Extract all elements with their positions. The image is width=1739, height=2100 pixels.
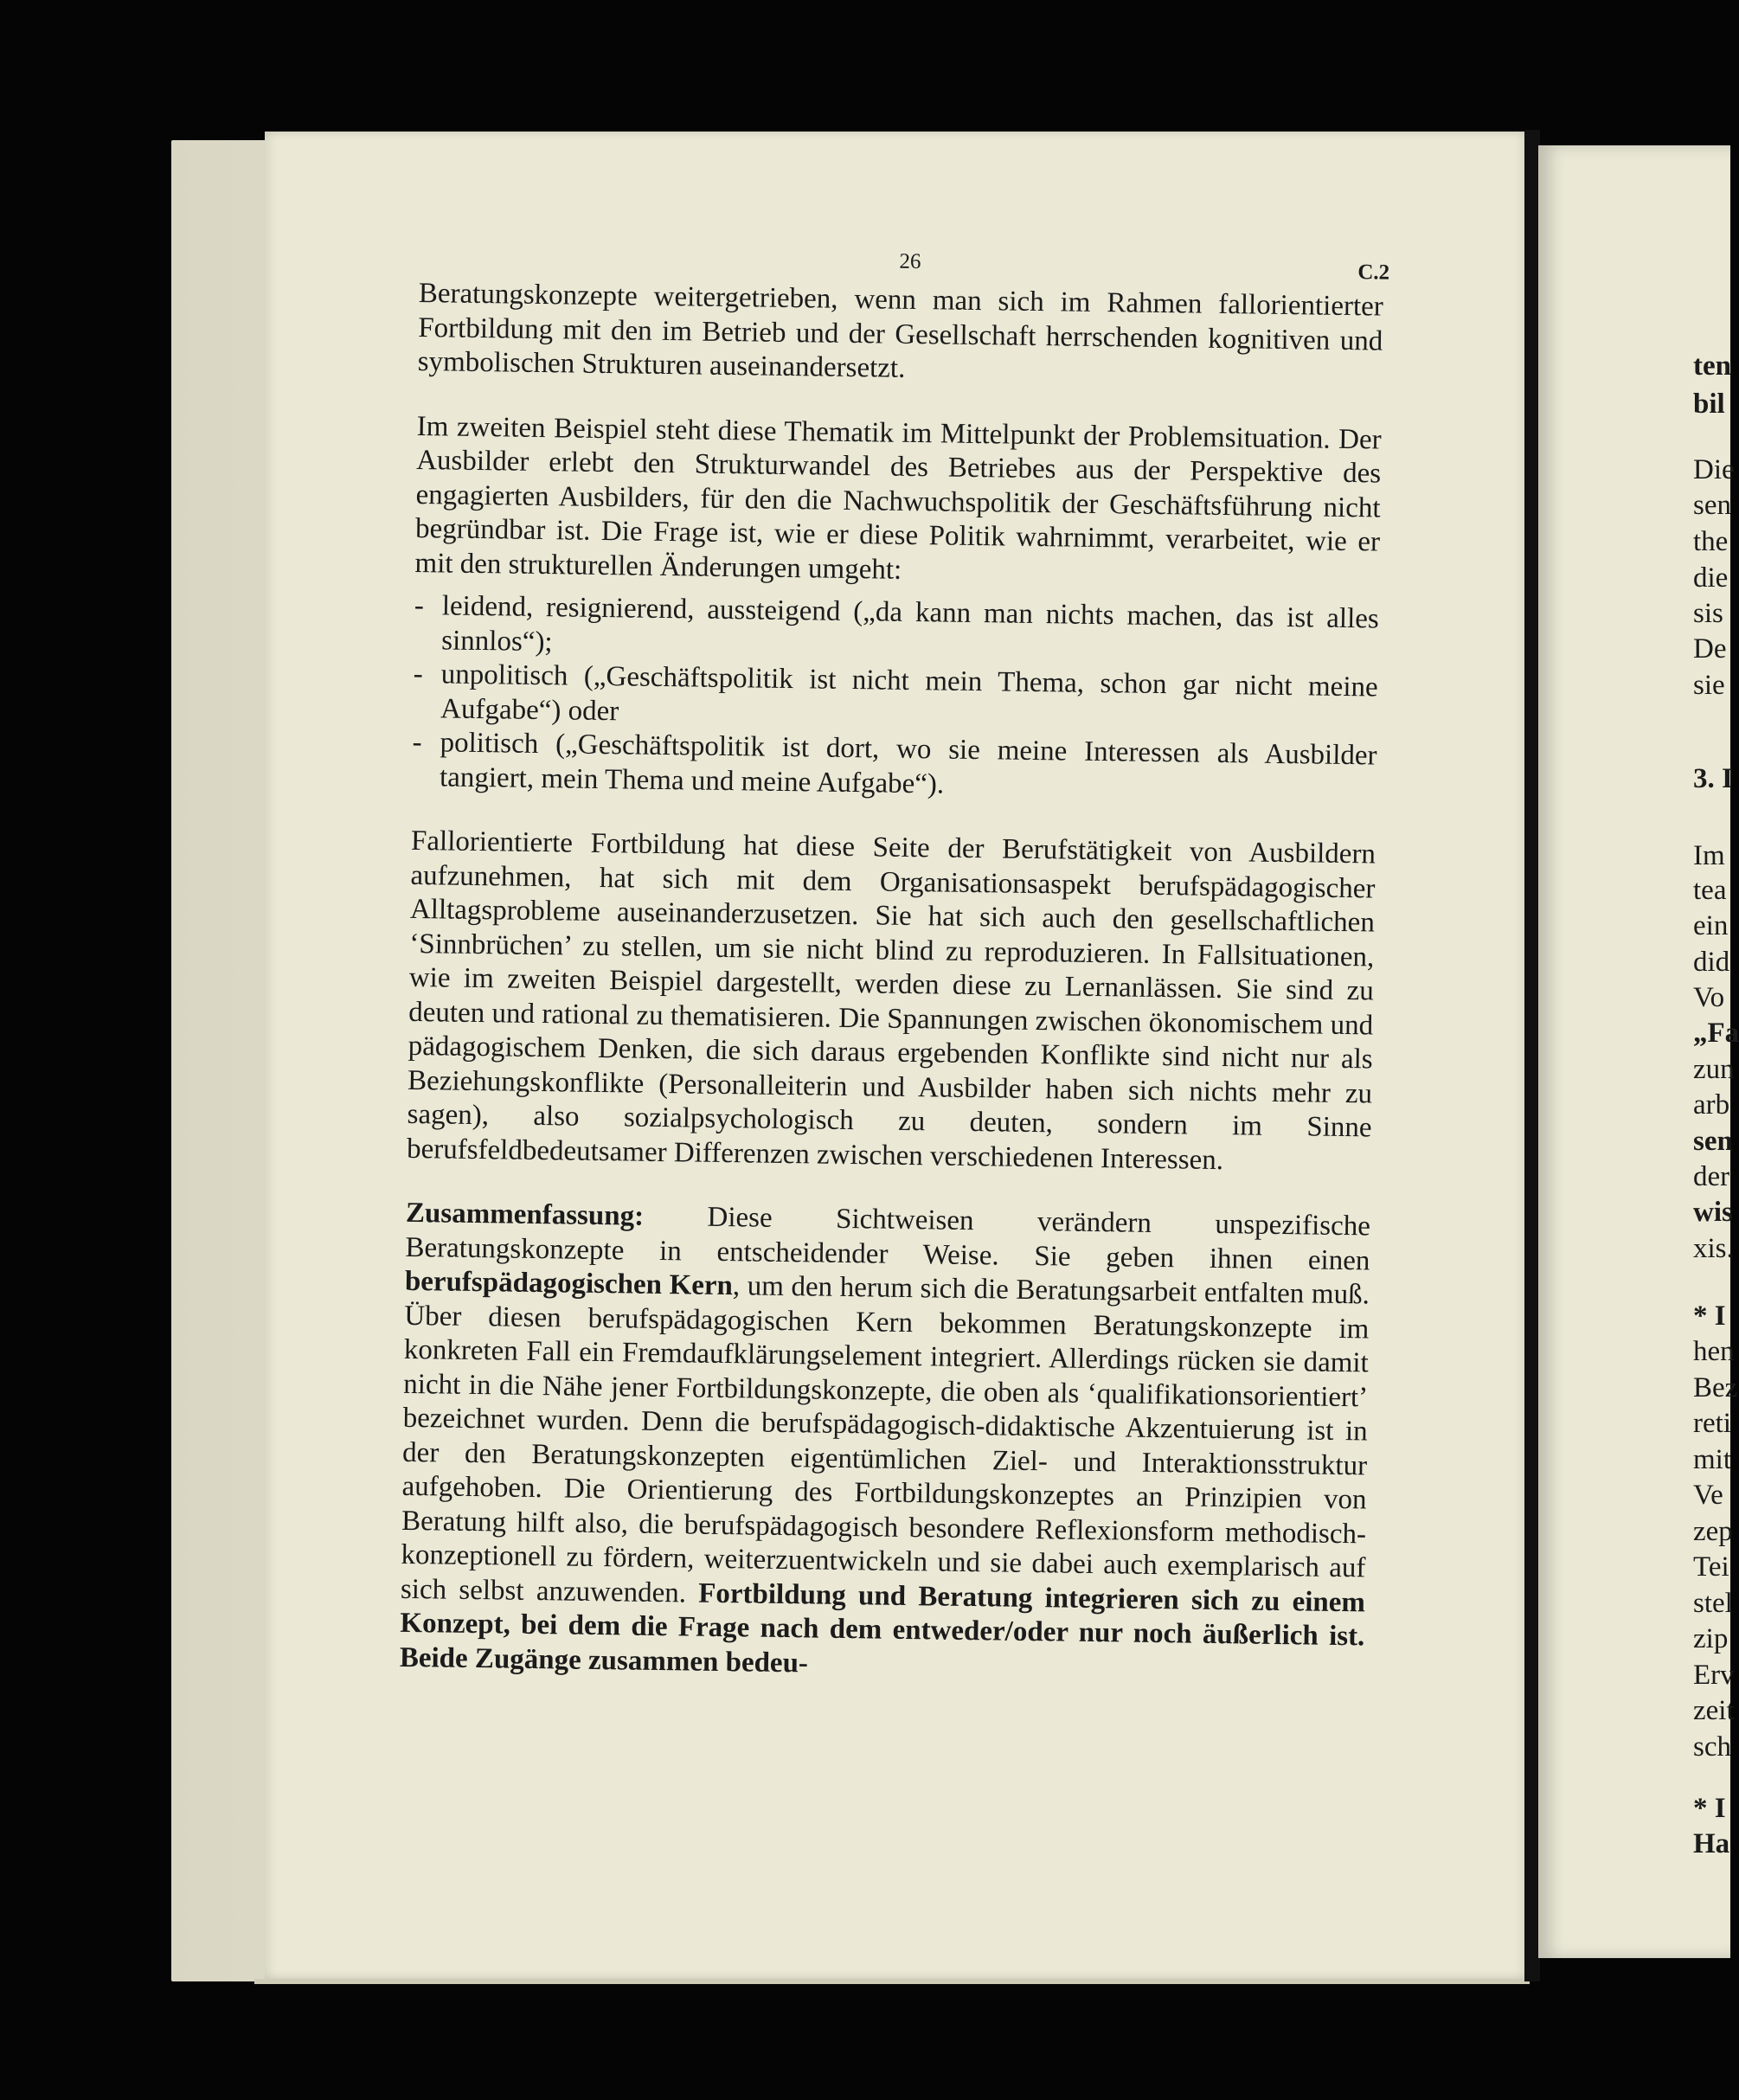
right-page-fragment: der bbox=[1693, 1161, 1730, 1192]
right-page-fragment: mit bbox=[1693, 1444, 1732, 1475]
paragraph-2: Im zweiten Beispiel steht diese Thematik im Mittelpunkt der Problemsituation. Der Ausbilder erlebt den Strukturwandel des Betriebes aus der Perspektive des engagierten Ausbilders, für den die Nachwuchspolitik der Geschäftsführung nicht begründbar ist. Die Frage ist, wie er diese Politik wahrnimmt, verarbeitet, wie er mit den strukturellen Änderungen umgeht: bbox=[414, 410, 1382, 586]
list-item: - leidend, resignierend, aussteigend („da kann man nichts machen, das ist alles sinnlos“); bbox=[414, 589, 1379, 671]
right-page-fragment: bil bbox=[1693, 389, 1725, 420]
right-page-fragment: Bez bbox=[1693, 1372, 1738, 1403]
summary-paragraph bbox=[400, 1197, 1371, 1689]
right-page-fragment: 3. I bbox=[1693, 763, 1733, 794]
right-page-fragment: * I bbox=[1693, 1793, 1726, 1824]
right-page-fragment: * I bbox=[1693, 1300, 1726, 1332]
right-page-fragment: stel bbox=[1693, 1588, 1733, 1619]
right-page-fragment: ein bbox=[1693, 910, 1729, 941]
right-page-fragment: did bbox=[1693, 947, 1730, 978]
page-number: 26 bbox=[899, 249, 921, 274]
right-page-fragment: hen bbox=[1693, 1336, 1735, 1367]
right-page-fragment: ten bbox=[1693, 350, 1731, 382]
summary-emphasis-1: berufspädagogischen Kern bbox=[404, 1265, 734, 1302]
paragraph-3: Fallorientierte Fortbildung hat diese Seite der Berufstätigkeit von Ausbildern aufzunehmen, hat sich mit dem Organisationsaspekt berufspädagogischer Alltagsprobleme auseinanderzusetzen. Sie hat sich auch den gesellschaftlichen ‘Sinnbrüchen’ zu stellen, um sie nicht blind zu reproduzieren. In Fallsituationen, wie im zweiten Beispiel dargestellt, werden diese zu Lernanlässen. Sie sind zu deuten und rational zu thematisieren. Die Spannungen zwischen ökonomischem und pädagogischem Denken, die sich daraus ergebenden Konflikte sind nicht nur als Beziehungskonflikte (Personalleiterin und Ausbilder haben sich nichts mehr zu sagen), also sozialpsychologisch zu deuten, sondern im Sinne berufsfeldbedeutsamer Differenzen zwischen verschiedenen Interessen. bbox=[406, 825, 1376, 1176]
right-page-fragment: sen bbox=[1693, 1126, 1733, 1157]
right-page-fragment: sch bbox=[1693, 1731, 1731, 1763]
list-item: - politisch („Geschäftspolitik ist dort, wo sie meine Interessen als Ausbilder tangiert, mein Thema und meine Aufgabe“). bbox=[412, 726, 1377, 808]
summary-label: Zusammenfassung: bbox=[405, 1197, 645, 1232]
page-text bbox=[399, 225, 1390, 1718]
right-page-fragment: tea bbox=[1693, 875, 1727, 906]
summary-emphasis-2: Fortbildung und Beratung integrieren sich zu einem Konzept, bei dem die Frage nach dem entweder/oder nur noch äußerlich ist. Beide Zugänge zusammen bedeu- bbox=[399, 1577, 1366, 1679]
list-item: - unpolitisch („Geschäftspolitik ist nicht mein Thema, schon gar nicht meine Aufgabe“) oder bbox=[413, 658, 1378, 740]
attitude-list bbox=[412, 589, 1379, 808]
right-page-fragment: zeit bbox=[1693, 1695, 1735, 1726]
paragraph-1: Beratungskonzepte weitergetrieben, wenn man sich im Rahmen fallorientierter Fortbildung mit den im Betrieb und der Gesellschaft herrschenden kognitiven und symbolischen Strukturen auseinandersetzt. bbox=[417, 277, 1384, 384]
summary-text-1: Diese Sichtweisen verändern unspezifische Beratungskonzepte in entscheidender Weise. Sie geben ihnen einen bbox=[405, 1200, 1371, 1276]
right-page-fragment: xis. bbox=[1693, 1233, 1734, 1264]
right-page-fragment: Vo bbox=[1693, 982, 1725, 1013]
right-page-fragment: zep bbox=[1693, 1516, 1733, 1547]
right-page-fragment: Tei bbox=[1693, 1551, 1729, 1583]
right-page-fragment: zun bbox=[1693, 1054, 1735, 1085]
right-page-fragment: reti bbox=[1693, 1408, 1731, 1439]
summary-text-2: , um den herum sich die Beratungsarbeit entfalten muß. Über diesen berufspädagogischen Kern bekommen Beratungskonzepte im konkreten Fall ein Fremdaufklärungselement integriert. Allerdings rücken sie damit nicht in die Nähe jener Fortbildungskonzepte, die oben als ‘qualifikationsorientiert’ bezeichnet wurden. Denn die berufspädagogisch-didaktische Akzentuierung ist in der den Beratungskonzepten eigentümlichen Ziel- und Interaktionsstruktur aufgehoben. Die Orientierung des Fortbildungskonzeptes an Prinzipien von Beratung hilft also, die berufspädagogisch besondere Reflexionsform methodisch-konzeptionell zu fördern, weiterzuentwickeln und sie dabei auch exemplarisch auf sich selbst anzuwenden. bbox=[400, 1270, 1370, 1609]
right-page-fragment: sen bbox=[1693, 490, 1731, 521]
right-page-fragment: Im bbox=[1693, 840, 1725, 871]
right-page-fragment: Ve bbox=[1693, 1480, 1723, 1511]
right-page-fragment: the bbox=[1693, 526, 1729, 557]
right-page-fragment: „Fa bbox=[1693, 1018, 1739, 1049]
right-page-fragment: Ha bbox=[1693, 1828, 1730, 1859]
right-page-fragment: Die bbox=[1693, 454, 1735, 485]
section-reference: C.2 bbox=[1357, 260, 1390, 285]
right-page-fragment: die bbox=[1693, 562, 1729, 594]
right-page-fragment: Erv bbox=[1693, 1660, 1735, 1691]
right-page-fragment: wis bbox=[1693, 1197, 1733, 1228]
right-page-fragment: sie bbox=[1693, 670, 1725, 701]
right-page-fragment: sis bbox=[1693, 598, 1723, 629]
right-page-fragment: zip bbox=[1693, 1623, 1729, 1654]
right-page-fragment: De bbox=[1693, 633, 1727, 665]
right-page-fragment: arb bbox=[1693, 1089, 1730, 1121]
